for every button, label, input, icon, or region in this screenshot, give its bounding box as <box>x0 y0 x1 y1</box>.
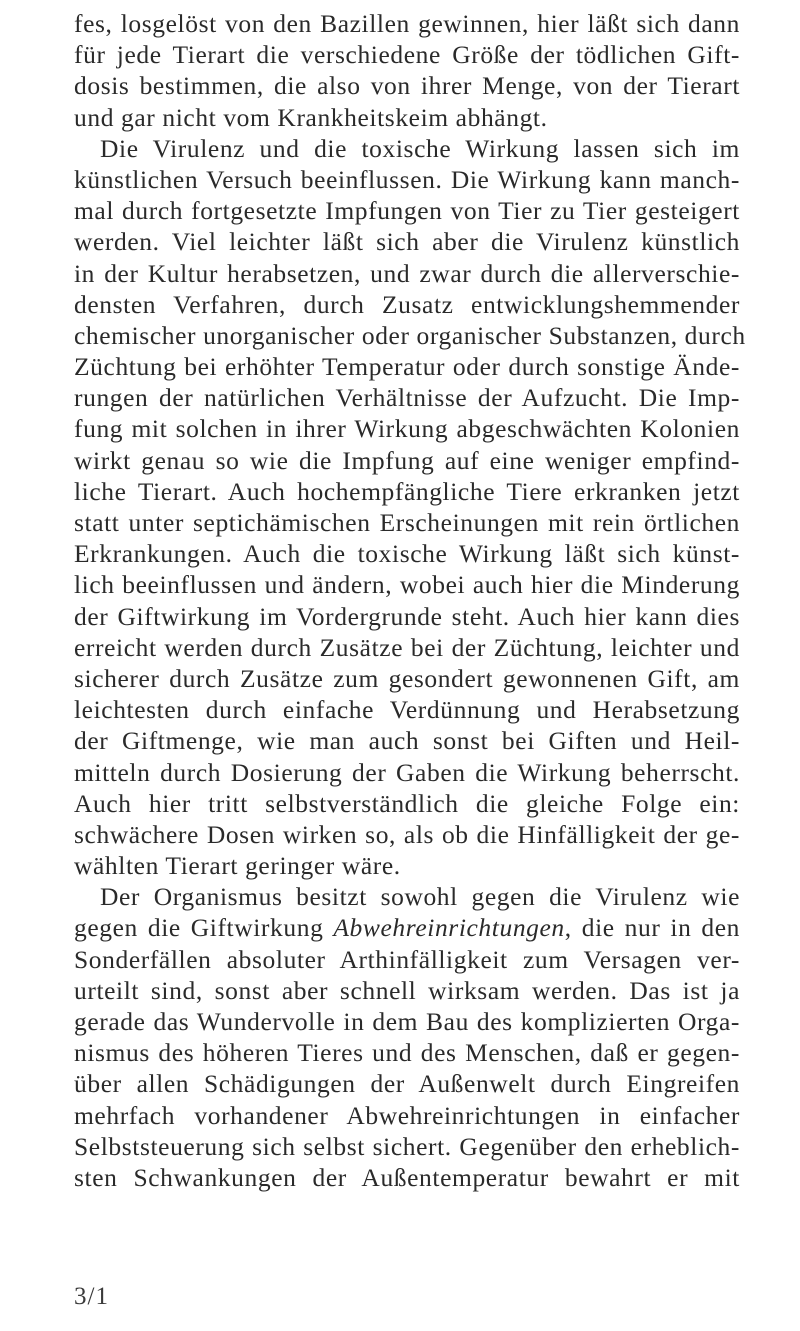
book-page-text <box>74 8 746 1193</box>
text-line: künstlichen Versuch beeinflussen. Die Wirkung kann manch- <box>74 164 740 194</box>
text-line: sten Schwankungen der Außentemperatur bewahrt er mit <box>74 1162 740 1192</box>
page-number: 3/1 <box>74 1283 109 1310</box>
text-line: statt unter septichämischen Erscheinungen mit rein örtlichen <box>74 508 740 537</box>
text-line: Selbststeuerung sich selbst sichert. Gegenüber den erheblich- <box>74 1131 740 1161</box>
text-line: mehrfach vorhandener Abwehreinrichtungen in einfacher <box>74 1100 740 1130</box>
text-line: der Giftmenge, wie man auch sonst bei Giften und Heil- <box>74 726 740 756</box>
text-line: werden. Viel leichter läßt sich aber die Virulenz künstlich <box>74 227 740 257</box>
text-line: mitteln durch Dosierung der Gaben die Wirkung beherrscht. <box>74 757 740 787</box>
text-line: rungen der natürlichen Verhältnisse der Aufzucht. Die Imp- <box>74 383 740 413</box>
text-line-with-emphasis <box>74 912 740 943</box>
text-line: Züchtung bei erhöhter Temperatur oder durch sonstige Ände- <box>74 352 740 382</box>
text-fragment: , die nur in den <box>564 913 740 943</box>
text-line: für jede Tierart die verschiedene Größe der tödlichen Gift- <box>74 40 740 70</box>
text-line: gerade das Wundervolle in dem Bau des komplizierten Orga- <box>74 1007 740 1036</box>
text-line: und gar nicht vom Krankheitskeim abhängt. <box>74 102 548 132</box>
text-line: nismus des höheren Tieres und des Menschen, daß er gegen- <box>74 1038 740 1068</box>
text-line: Auch hier tritt selbstverständlich die gleiche Folge ein: <box>74 788 740 818</box>
text-line: densten Verfahren, durch Zusatz entwicklungshemmender <box>74 289 740 319</box>
emphasized-term: Abwehreinrichtungen <box>333 913 565 943</box>
text-line: lich beeinflussen und ändern, wobei auch hier die Minderung <box>74 570 740 600</box>
text-line: in der Kultur herabsetzen, und zwar durch die allerverschie- <box>74 258 740 288</box>
text-line: Sonderfällen absoluter Arthinfälligkeit zum Versagen ver- <box>74 944 740 974</box>
text-line: fung mit solchen in ihrer Wirkung abgeschwächten Kolonien <box>74 414 740 444</box>
text-line: Erkrankungen. Auch die toxische Wirkung läßt sich künst- <box>74 539 740 569</box>
text-line: Die Virulenz und die toxische Wirkung lassen sich im <box>100 133 740 163</box>
text-line: mal durch fortgesetzte Impfungen von Tier zu Tier gesteigert <box>74 196 740 226</box>
text-line: erreicht werden durch Zusätze bei der Züchtung, leichter und <box>74 632 740 662</box>
text-line: über allen Schädigungen der Außenwelt durch Eingreifen <box>74 1069 740 1099</box>
text-line: sicherer durch Zusätze zum gesondert gewonnenen Gift, am <box>74 663 740 693</box>
text-line: fes, losgelöst von den Bazillen gewinnen, hier läßt sich dann <box>74 9 740 38</box>
text-line: der Giftwirkung im Vordergrunde steht. Auch hier kann dies <box>74 601 740 631</box>
text-line: chemischer unorganischer oder organischer Substanzen, durch <box>74 320 746 350</box>
text-line: wirkt genau so wie die Impfung auf eine weniger empfind- <box>74 445 740 475</box>
text-line: Der Organismus besitzt sowohl gegen die Virulenz wie <box>100 882 740 912</box>
text-line: schwächere Dosen wirken so, als ob die Hinfälligkeit der ge- <box>74 819 740 849</box>
text-line: wählten Tierart geringer wäre. <box>74 851 401 881</box>
text-line: urteilt sind, sonst aber schnell wirksam werden. Das ist ja <box>74 975 740 1005</box>
text-fragment: gegen die Giftwirkung <box>74 913 334 943</box>
text-line: leichtesten durch einfache Verdünnung und Herabsetzung <box>74 695 740 725</box>
text-line: dosis bestimmen, die also von ihrer Menge, von der Tierart <box>74 71 740 101</box>
text-line: liche Tierart. Auch hochempfängliche Tiere erkranken jetzt <box>74 476 740 506</box>
